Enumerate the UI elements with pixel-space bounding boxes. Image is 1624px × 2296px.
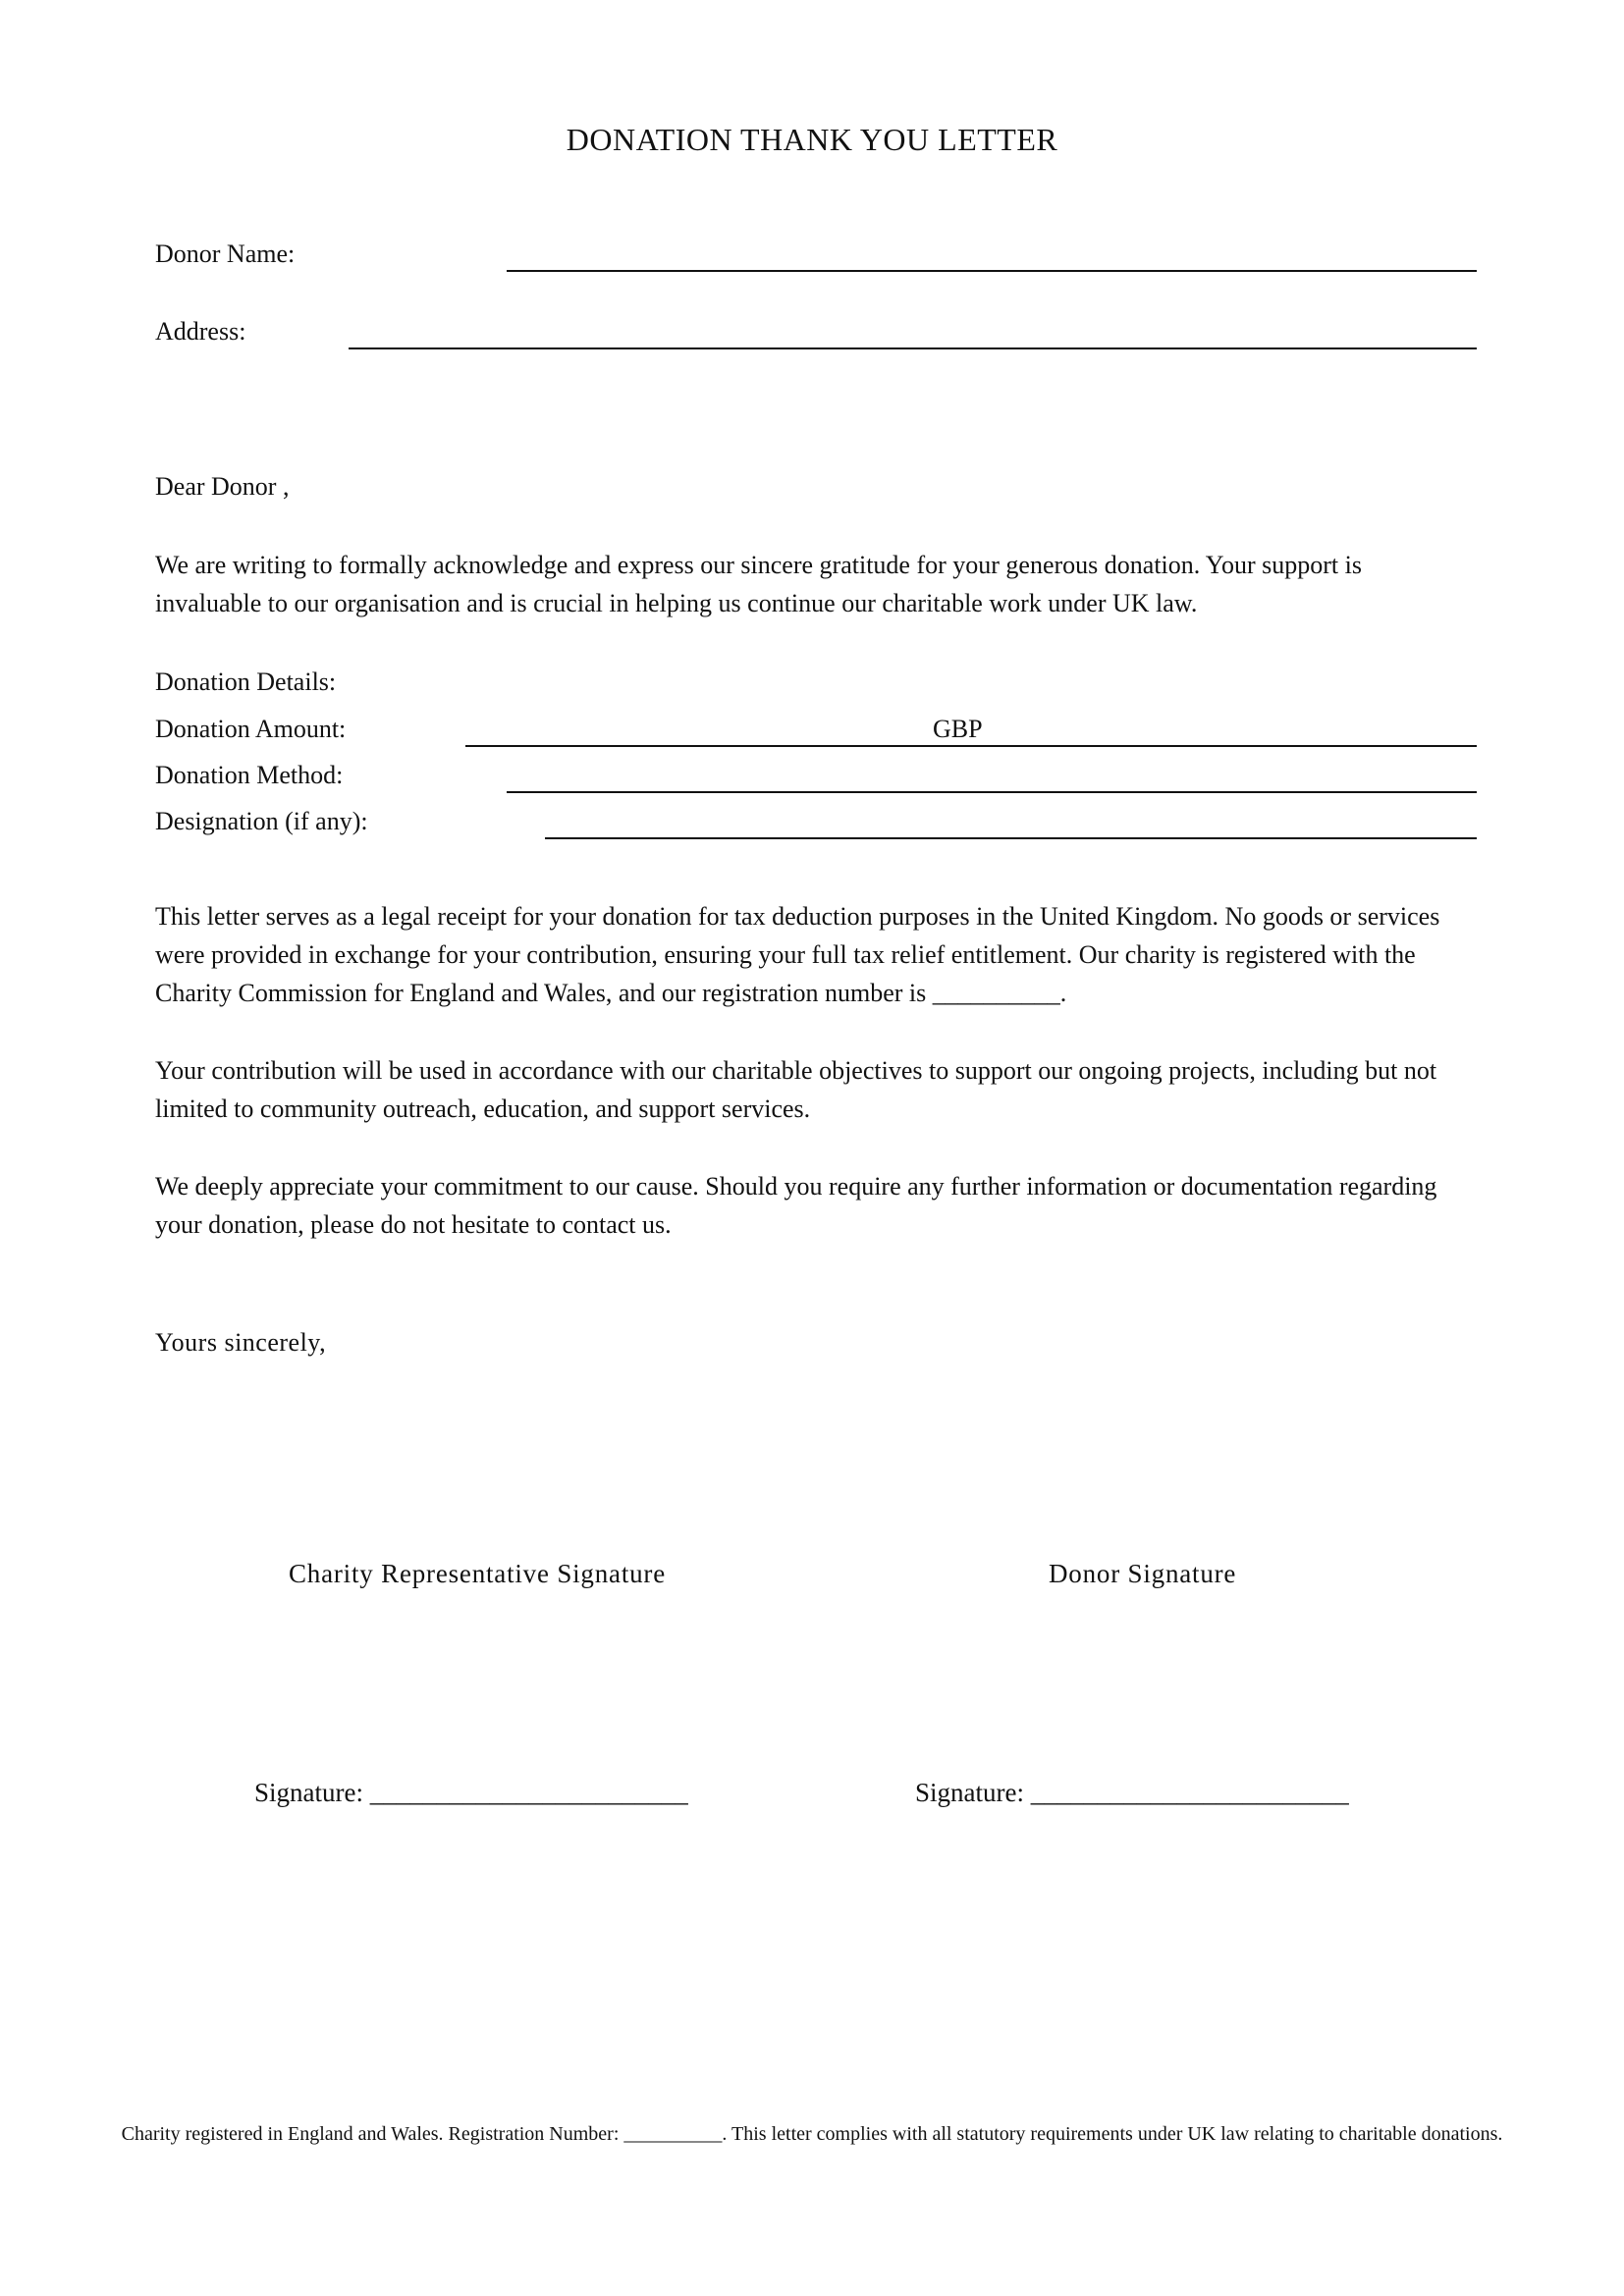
address-label: Address:: [155, 317, 246, 346]
greeting: Dear Donor ,: [155, 472, 290, 501]
footer-note: Charity registered in England and Wales. Registration Number: __________. This letter complies with all statutory requirements under UK law relating to charitable donations.: [121, 2123, 1503, 2145]
donation-details-heading: Donation Details:: [155, 667, 337, 696]
donor-name-field-line[interactable]: [507, 270, 1477, 272]
donation-method-label: Donation Method:: [155, 761, 344, 789]
letter-title: DONATION THANK YOU LETTER: [566, 122, 1058, 157]
donor-name-label: Donor Name:: [155, 240, 296, 268]
donation-currency: GBP: [933, 715, 983, 743]
charity-signature-line[interactable]: Signature: ________________________: [254, 1778, 688, 1807]
closing-paragraph: We deeply appreciate your commitment to our cause. Should you require any further information or documentation regarding your donation, please do not hesitate to contact us.: [155, 1172, 1437, 1239]
designation-field-line[interactable]: [545, 837, 1477, 839]
address-field-line[interactable]: [349, 347, 1477, 349]
tax-receipt-paragraph: This letter serves as a legal receipt for your donation for tax deduction purposes in the United Kingdom. No goods or services were provided in exchange for your contribution, ensuring your full tax relief entitlement. Our charity is registered with the Charity Commission for England and Wales, and our registration number is __________.: [155, 902, 1440, 1007]
sign-off: Yours sincerely,: [155, 1328, 327, 1357]
charity-signature-heading: Charity Representative Signature: [289, 1559, 666, 1588]
intro-paragraph: We are writing to formally acknowledge and express our sincere gratitude for your generous donation. Your support is invaluable to our organisation and is crucial in helping us continue our charitable work under UK law.: [155, 551, 1362, 617]
donor-signature-line[interactable]: Signature: ________________________: [915, 1778, 1349, 1807]
donation-amount-label: Donation Amount:: [155, 715, 347, 743]
usage-paragraph: Your contribution will be used in accordance with our charitable objectives to support our ongoing projects, including but not limited to community outreach, education, and support services.: [155, 1056, 1437, 1123]
donation-method-field-line[interactable]: [507, 791, 1477, 793]
donor-signature-heading: Donor Signature: [1049, 1559, 1237, 1588]
donation-amount-field-line[interactable]: [465, 745, 1477, 747]
designation-label: Designation (if any):: [155, 807, 368, 835]
